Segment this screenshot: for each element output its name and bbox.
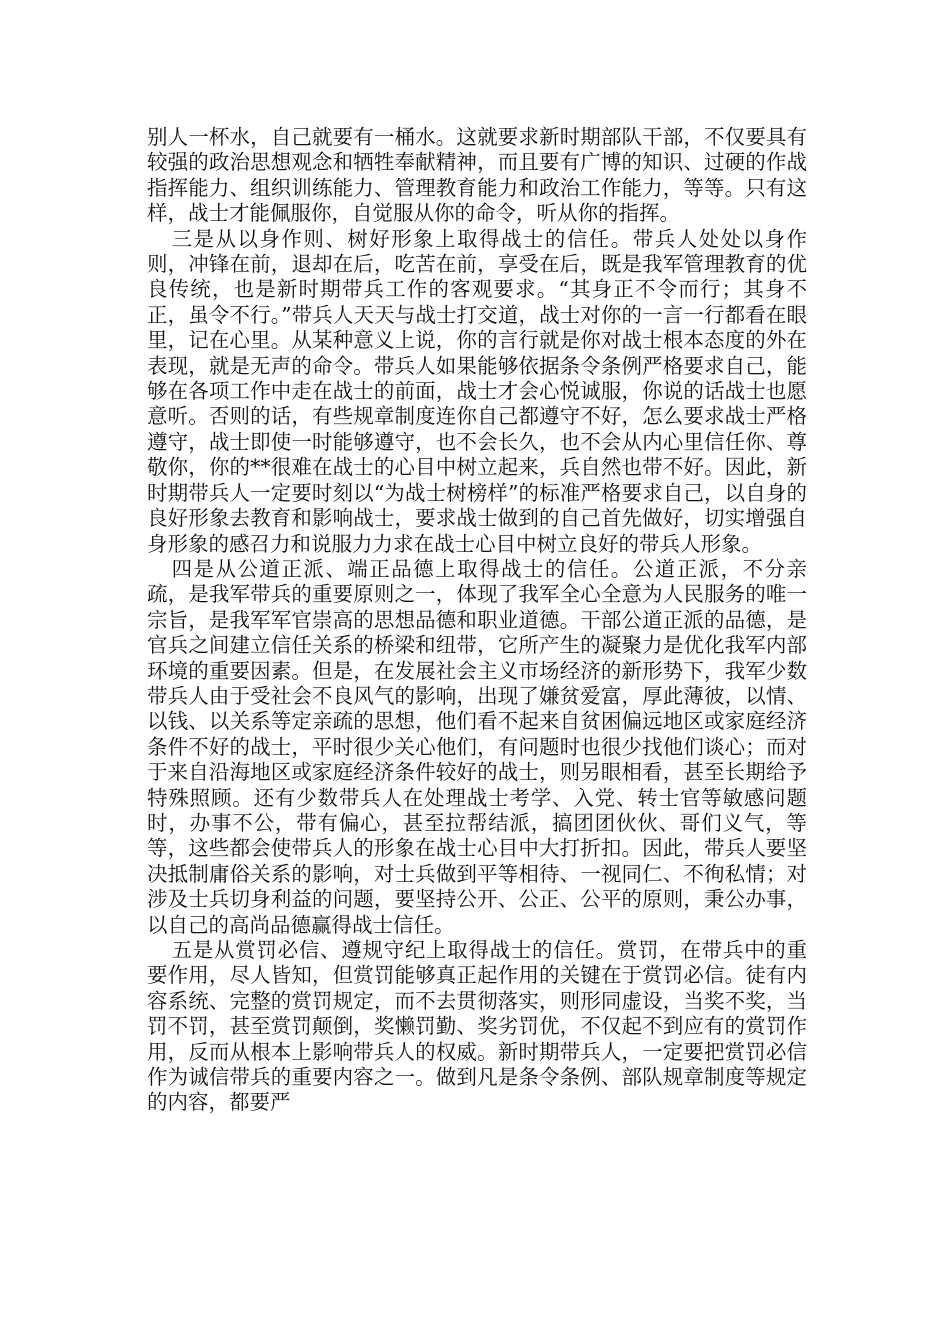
paragraph-continuation: 别人一杯水，自己就要有一桶水。这就要求新时期部队干部，不仅要具有较强的政治思想观念和牺牲奉献精神，而且要有广博的知识、过硬的作战指挥能力、组织训练能力、管理教育能力和政治工作能力，等等。只有这样，战士才能佩服你，自觉服从你的命令，听从你的指挥。 <box>147 125 807 226</box>
document-body <box>147 125 807 1116</box>
paragraph-section-four: 四是从公道正派、端正品德上取得战士的信任。公道正派，不分亲疏，是我军带兵的重要原则之一，体现了我军全心全意为人民服务的唯一宗旨，是我军军官崇高的思想品德和职业道德。干部公道正派的品德，是官兵之间建立信任关系的桥梁和纽带，它所产生的凝聚力是优化我军内部环境的重要因素。但是，在发展社会主义市场经济的新形势下，我军少数带兵人由于受社会不良风气的影响，出现了嫌贫爱富，厚此薄彼，以情、以钱、以关系等定亲疏的思想，他们看不起来自贫困偏远地区或家庭经济条件不好的战士，平时很少关心他们，有问题时也很少找他们谈心；而对于来自沿海地区或家庭经济条件较好的战士，则另眼相看，甚至长期给予特殊照顾。还有少数带兵人在处理战士考学、入党、转士官等敏感问题时，办事不公，带有偏心，甚至拉帮结派，搞团团伙伙、哥们义气，等等，这些都会使带兵人的形象在战士心目中大打折扣。因此，带兵人要坚决抵制庸俗关系的影响，对士兵做到平等相待、一视同仁、不徇私情；对涉及士兵切身利益的问题，要坚持公开、公正、公平的原则，秉公办事，以自己的高尚品德赢得战士信任。 <box>147 556 807 937</box>
paragraph-section-five: 五是从赏罚必信、遵规守纪上取得战士的信任。赏罚，在带兵中的重要作用，尽人皆知，但赏罚能够真正起作用的关键在于赏罚必信。徒有内容系统、完整的赏罚规定，而不去贯彻落实，则形同虚设，当奖不奖，当罚不罚，甚至赏罚颠倒，奖懒罚勤、奖劣罚优，不仅起不到应有的赏罚作用，反而从根本上影响带兵人的权威。新时期带兵人，一定要把赏罚必信作为诚信带兵的重要内容之一。做到凡是条令条例、部队规章制度等规定的内容，都要严 <box>147 938 807 1115</box>
paragraph-section-three: 三是从以身作则、树好形象上取得战士的信任。带兵人处处以身作则，冲锋在前，退却在后，吃苦在前，享受在后，既是我军管理教育的优良传统，也是新时期带兵工作的客观要求。“其身正不令而行；其身不正，虽令不行。”带兵人天天与战士打交道，战士对你的一言一行都看在眼里，记在心里。从某种意义上说，你的言行就是你对战士根本态度的外在表现，就是无声的命令。带兵人如果能够依据条令条例严格要求自己，能够在各项工作中走在战士的前面，战士才会心悦诚服，你说的话战士也愿意听。否则的话，有些规章制度连你自己都遵守不好，怎么要求战士严格遵守，战士即使一时能够遵守，也不会长久，也不会从内心里信任你、尊敬你，你的**很难在战士的心目中树立起来，兵自然也带不好。因此，新时期带兵人一定要时刻以“为战士树榜样”的标准严格要求自己，以自身的良好形象去教育和影响战士，要求战士做到的自己首先做好，切实增强自身形象的感召力和说服力力求在战士心目中树立良好的带兵人形象。 <box>147 226 807 556</box>
